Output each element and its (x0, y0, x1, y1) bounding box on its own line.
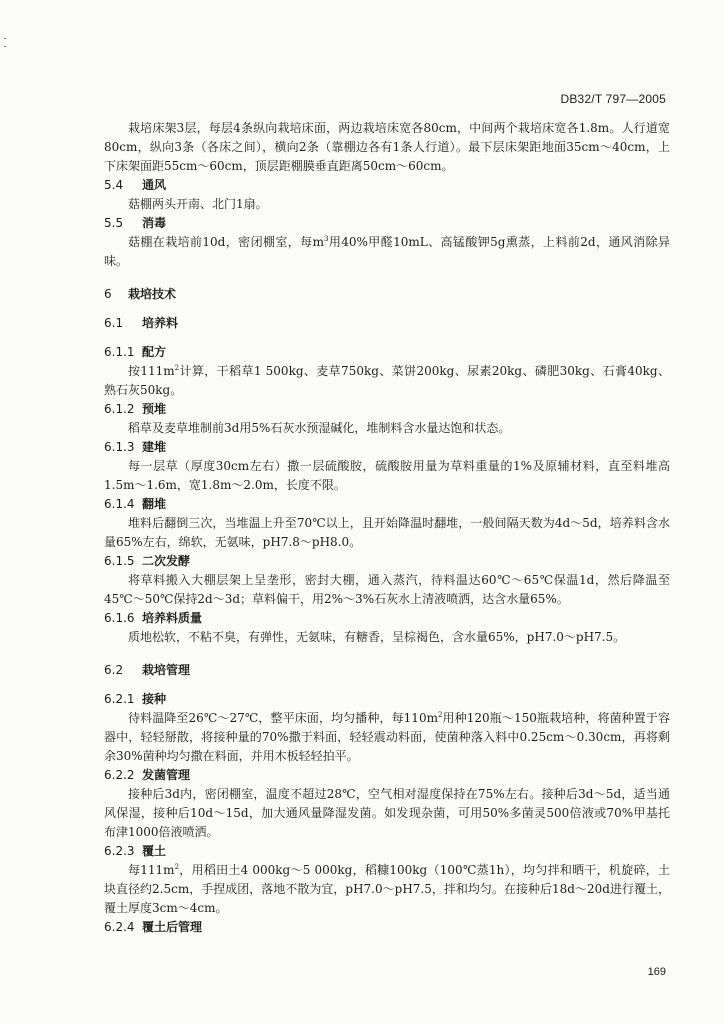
section-number: 6.1.3 (104, 440, 135, 454)
section-title: 二次发酵 (142, 554, 191, 568)
section-6-1-1-heading (104, 343, 670, 362)
disinfection-paragraph (104, 233, 670, 271)
inoculation-paragraph (104, 709, 670, 766)
turn-pile-paragraph: 堆料后翻倒三次，当堆温上升至70℃以上，且开始降温时翻堆，一般间隔天数为4d～5d，培养料含水量65%左右，绵软，无氨味，pH7.8～pH8.0。 (104, 516, 670, 549)
superscript: 3 (323, 235, 329, 243)
section-title: 接种 (142, 692, 167, 706)
casing-soil-paragraph (104, 861, 670, 918)
section-title: 培养料 (142, 316, 179, 330)
superscript: 2 (174, 863, 180, 871)
text-run: 每111m (128, 863, 175, 877)
section-6-2-heading (104, 661, 670, 680)
standard-number: DB32/T 797—2005 (560, 92, 666, 106)
section-6-1-3-heading (104, 438, 670, 457)
text-run: 用种120瓶～150瓶栽培种，将菌种置于容器中，轻轻掰散，将接种量的70%撒于料面，轻轻震动料面，使菌种落入料中0.25cm～0.30cm，再将剩余30%菌种均匀撒在料面，并用木板轻轻拍平。 (104, 711, 671, 763)
section-title: 栽培技术 (128, 287, 177, 301)
page-number: 169 (647, 966, 666, 978)
section-number: 6.1.2 (104, 402, 135, 416)
section-number: 6.2.2 (104, 768, 135, 782)
section-title: 建堆 (142, 440, 167, 454)
section-6-1-4-heading (104, 495, 670, 514)
section-number: 6.2.3 (104, 844, 135, 858)
section-number: 6 (104, 287, 112, 301)
section-6-1-heading (104, 314, 670, 333)
section-6-2-4-heading (104, 918, 670, 937)
text-run: 计算，干稻草1 500kg、麦草750kg、菜饼200kg、尿素20kg、磷肥30kg、石膏40kg、熟石灰50kg。 (104, 364, 670, 397)
superscript: 2 (174, 364, 180, 372)
bed-paragraph: 栽培床架3层，每层4条纵向栽培床面，两边栽培床宽各80cm，中间两个栽培床宽各1.8m。人行道宽80cm，纵向3条（各床之间），横向2条（靠棚边各有1条人行道）。最下层床架距地面35cm～40cm，上下床架面距55cm～60cm，顶层距棚膜垂直距离50cm～60cm。 (104, 121, 670, 173)
section-title: 覆土 (142, 844, 167, 858)
section-title: 通风 (142, 178, 167, 192)
text-run: 菇棚在栽培前10d，密闭棚室，每m (128, 235, 324, 249)
section-number: 6.2.1 (104, 692, 135, 706)
section-6-2-1-heading (104, 690, 670, 709)
section-number: 5.5 (104, 216, 124, 230)
document-body (104, 119, 670, 937)
text-run: 用40%甲醛10mL、高锰酸钾5g熏蒸，上料前2d，通风消除异味。 (104, 235, 670, 268)
build-pile-paragraph: 每一层草（厚度30cm左右）撒一层硫酸胺，硫酸胺用量为草料重量的1%及原辅材料，直至料堆高1.5m～1.6m，宽1.8m～2.0m，长度不限。 (104, 459, 670, 492)
section-6-1-5-heading (104, 552, 670, 571)
section-number: 6.2.4 (104, 920, 135, 934)
text-run: 待料温降至26℃～27℃，整平床面，均匀播种，每110m (128, 711, 438, 725)
section-number: 6.1 (104, 316, 124, 330)
section-title: 翻堆 (142, 497, 167, 511)
section-number: 6.2 (104, 663, 124, 677)
section-6-1-6-heading (104, 609, 670, 628)
section-6-1-2-heading (104, 400, 670, 419)
compost-quality-paragraph: 质地松软，不粘不臭，有弹性，无氨味，有糖香，呈棕褐色，含水量65%，pH7.0～pH7.5。 (128, 630, 626, 644)
section-number: 6.1.4 (104, 497, 135, 511)
prepile-paragraph: 稻草及麦草堆制前3d用5%石灰水预湿碱化，堆制料含水量达饱和状态。 (128, 421, 511, 435)
section-5-5-heading (104, 214, 670, 233)
text-run: ，用稻田土4 000kg～5 000kg，稻糠100kg（100℃蒸1h），均匀拌和晒干，机旋碎，土块直径约2.5cm，手捏成团，落地不散为宜，pH7.0～pH7.5，拌和均匀。在接种后18d～20d进行覆土，覆土厚度3cm～4cm。 (104, 863, 670, 915)
section-number: 6.1.5 (104, 554, 135, 568)
section-6-2-3-heading (104, 842, 670, 861)
spawn-run-paragraph: 接种后3d内，密闭棚室，温度不超过28℃，空气相对湿度保持在75%左右。接种后3d～5d，适当通风保湿，接种后10d～15d，加大通风量降湿发菌。如发现杂菌，可用50%多菌灵500倍液或70%甲基托布津1000倍液喷洒。 (104, 787, 670, 839)
section-title: 预堆 (142, 402, 167, 416)
section-title: 消毒 (142, 216, 167, 230)
text-run: 按111m (128, 364, 175, 378)
section-title: 配方 (142, 345, 167, 359)
scan-edge-mark (4, 38, 6, 39)
section-number: 6.1.1 (104, 345, 135, 359)
superscript: 2 (437, 711, 443, 719)
section-title: 栽培管理 (142, 663, 191, 677)
ventilation-paragraph: 菇棚两头开南、北门1扇。 (128, 197, 268, 211)
section-number: 6.1.6 (104, 611, 135, 625)
section-6-2-2-heading (104, 766, 670, 785)
secondary-fermentation-paragraph: 将草料搬入大棚层架上呈垄形，密封大棚，通入蒸汽，待料温达60℃～65℃保温1d，然后降温至45℃～50℃保持2d～3d；草料偏干，用2%～3%石灰水上清液喷洒，达含水量65%。 (104, 573, 670, 606)
formula-paragraph (104, 362, 670, 400)
section-title: 培养料质量 (142, 611, 203, 625)
section-6-heading (104, 285, 670, 304)
section-number: 5.4 (104, 178, 124, 192)
section-5-4-heading (104, 176, 670, 195)
scan-edge-mark (4, 46, 6, 47)
section-title: 发菌管理 (142, 768, 191, 782)
section-title: 覆土后管理 (142, 920, 203, 934)
